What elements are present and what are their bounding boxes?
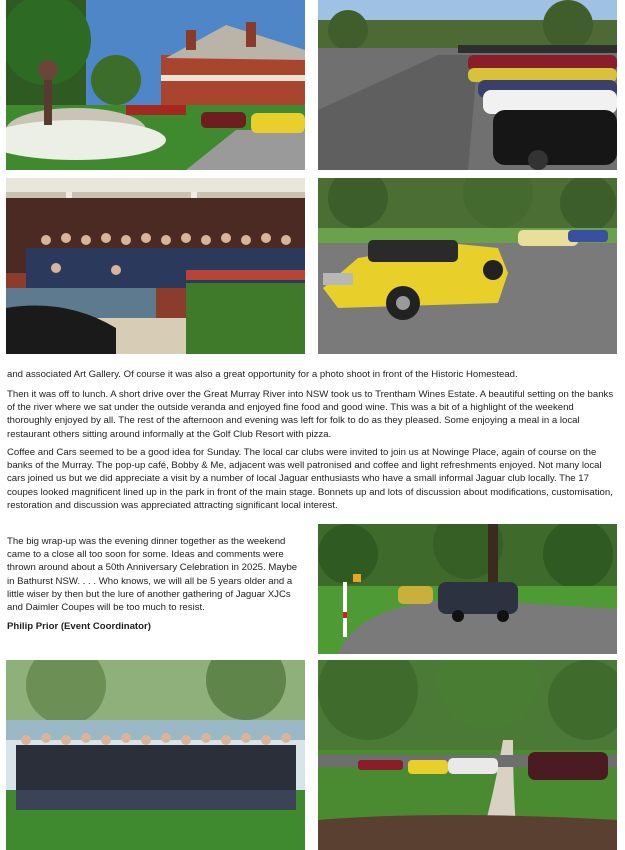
- article-lunch-paragraph: Then it was off to lunch. A short drive over the Great Murray River into NSW took us to Trentham Wines Estate. A beautiful setting on the banks of the river where we sat under the outside veranda and enjoyed fine food and good wine. This was a bit of a highlight of the weekend thoroughly enjoyed by all. The rest of the afternoon and evening was left for folk to do as they pleased. Some enjoying a meal in a local restaurant others sitting around informally at the Golf Club Resort with pizza.: [7, 389, 614, 440]
- article-coffee-paragraph: Coffee and Cars seemed to be a good idea for Sunday. The local car clubs were invited to join us at Nowinge Place, again of course on the banks of the Murray. The pop-up café, Bobby & Me, adjacent was well patronised and coffee and light refreshments enjoyed. Not many local cars joined us but we did appreciate a visit by a number of local Jaguar enthusiasts who have a small informal Jaguar club locally. The 17 coupes looked magnificent lined up in the park in front of the main stage. Bonnets up and lots of discussion about modifications, customisation, restoration and discussion was appreciated attracting significant local interest.: [7, 447, 613, 511]
- photo-group-veranda: [6, 178, 305, 354]
- article-signature: Philip Prior (Event Coordinator): [7, 621, 151, 633]
- photo-cars-under-trees: [318, 660, 617, 850]
- article-wrapup-column: [7, 535, 307, 633]
- article-intro-paragraph: and associated Art Gallery. Of course it was also a great opportunity for a photo shoot in front of the Historic Homestead.: [7, 369, 518, 380]
- photo-group-lawn-river: [6, 660, 305, 850]
- photo-homestead-fountain: [6, 0, 305, 170]
- photo-yellow-jaguar-lineup: [318, 178, 617, 354]
- photo-cars-parked-row: [318, 0, 617, 170]
- photo-jaguar-park-road: [318, 524, 617, 654]
- article-wrapup-paragraph: The big wrap-up was the evening dinner together as the weekend came to a close all too soon for some. Ideas and comments were thrown around about a 50th Anniversary Celebration in 2025. Maybe in Bathurst NSW. . . . Who knows, we will all be 5 years older and a little wiser by then but the lure of another gathering of Jaguar XJCs and Daimler Coupes will be too much to resist.: [7, 536, 298, 614]
